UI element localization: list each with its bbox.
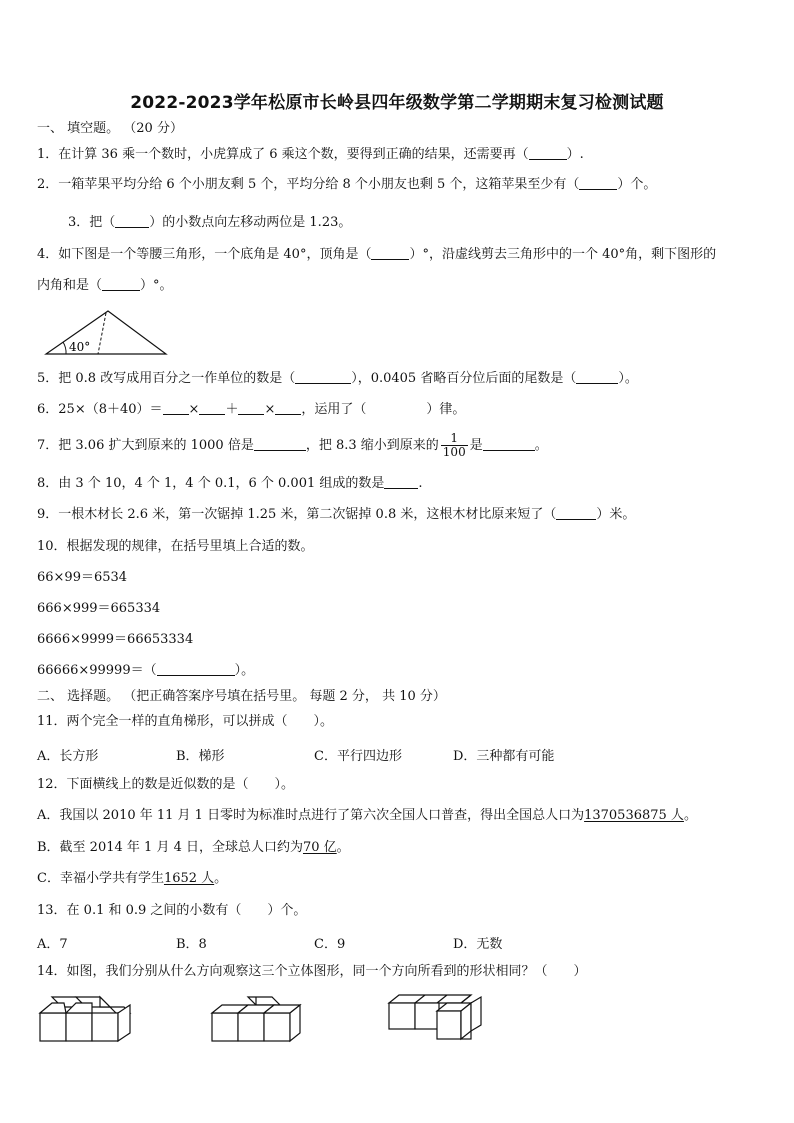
question-9 xyxy=(37,506,635,524)
q4-text-c: 内角和是（ xyxy=(37,278,103,293)
q6-blank-4 xyxy=(275,401,301,415)
question-11: 11．两个完全一样的直角梯形，可以拼成（ ）。 xyxy=(37,714,334,729)
q11-option-c: C．平行四边形 xyxy=(314,749,402,764)
q10-equation-2: 666×999＝665334 xyxy=(37,601,161,616)
q12-c-text: C．幸福小学共有学生 xyxy=(37,871,164,886)
q7-text-b: ，把 8.3 缩小到原来的 xyxy=(305,438,439,453)
q12-option-c xyxy=(37,870,227,888)
triangle-angle-label: 40° xyxy=(69,340,91,354)
q5-blank-2 xyxy=(576,370,618,384)
q5-text-a: 5．把 0.8 改写成用百分之一作单位的数是（ xyxy=(37,371,296,386)
isosceles-triangle-figure xyxy=(42,308,172,360)
q11-option-d: D．三种都有可能 xyxy=(453,749,555,764)
q3-tail: ）的小数点向左移动两位是 1.23。 xyxy=(149,215,352,230)
q6-text-a: 6．25×（8＋40）＝ xyxy=(37,402,163,417)
question-2 xyxy=(37,176,656,194)
q8-text-a: 8．由 3 个 10，4 个 1，4 个 0.1，6 个 0.001 组成的数是 xyxy=(37,476,385,491)
q9-blank xyxy=(556,506,596,520)
question-14: 14．如图，我们分别从什么方向观察这三个立体图形，同一个方向所看到的形状相同？（ ） xyxy=(37,964,587,979)
question-7 xyxy=(37,428,548,464)
q6-times-2: × xyxy=(264,402,276,417)
q11-option-a: A．长方形 xyxy=(37,749,99,764)
q10-blank xyxy=(157,662,235,676)
q10-equation-3: 6666×9999＝66653334 xyxy=(37,632,194,647)
q2-text: 2．一箱苹果平均分给 6 个小朋友剩 5 个，平均分给 8 个小朋友也剩 5 个，这箱苹果至少有（ xyxy=(37,177,580,192)
q6-times-1: × xyxy=(188,402,200,417)
q12-b-underlined: 70 亿 xyxy=(302,840,337,855)
q6-blank-1 xyxy=(163,401,189,415)
q7-blank-1 xyxy=(254,437,306,451)
q12-b-end: 。 xyxy=(336,840,350,855)
cube-figure-1 xyxy=(38,995,138,1045)
q1-text: 1．在计算 36 乘一个数时，小虎算成了 6 乘这个数，要得到正确的结果，还需要再（ xyxy=(37,147,529,162)
q7-text-a: 7．把 3.06 扩大到原来的 1000 倍是 xyxy=(37,438,254,453)
q12-c-underlined: 1652 人 xyxy=(163,871,215,886)
fraction-one-hundredth xyxy=(441,432,468,459)
q13-option-c: C．9 xyxy=(314,937,346,952)
fraction-denominator: 100 xyxy=(442,445,466,459)
question-8 xyxy=(37,475,423,493)
cube-figure-3 xyxy=(387,993,497,1043)
q4-blank-1 xyxy=(371,246,409,260)
question-10: 10．根据发现的规律，在括号里填上合适的数。 xyxy=(37,539,314,554)
q12-a-underlined: 1370536875 人 xyxy=(584,808,684,823)
q9-text-b: ）米。 xyxy=(596,507,636,522)
question-4-line-1 xyxy=(37,246,716,264)
q11-option-b: B．梯形 xyxy=(176,749,225,764)
q8-text-b: . xyxy=(418,476,423,491)
q6-text-c: ）律。 xyxy=(426,402,466,417)
q5-blank-1 xyxy=(295,370,351,384)
q12-a-end: 。 xyxy=(683,808,697,823)
q6-plus: ＋ xyxy=(225,402,239,417)
q10-equation-1: 66×99＝6534 xyxy=(37,570,128,585)
question-5 xyxy=(37,370,638,388)
q1-tail: ）. xyxy=(566,147,584,162)
page-title: 2022-2023学年松原市长岭县四年级数学第二学期期末复习检测试题 xyxy=(130,93,664,113)
q2-blank xyxy=(579,176,617,190)
section-2-header: 二、 选择题。 （把正确答案序号填在括号里。 每题 2 分， 共 10 分） xyxy=(37,689,446,704)
q7-text-c: 是 xyxy=(469,438,483,453)
cube-figure-2 xyxy=(210,995,310,1045)
question-12: 12．下面横线上的数是近似数的是（ ）。 xyxy=(37,777,295,792)
q4-text-b: ）°，沿虚线剪去三角形中的一个 40°角，剩下图形的 xyxy=(409,247,717,262)
question-3 xyxy=(68,214,351,232)
q12-a-text: A．我国以 2010 年 11 月 1 日零时为标准时点进行了第六次全国人口普查，得出全国总人口为 xyxy=(37,808,585,823)
q6-blank-3 xyxy=(238,401,264,415)
q7-text-d: 。 xyxy=(534,438,548,453)
q10-eq4-text-a: 66666×99999＝（ xyxy=(37,663,157,678)
q4-blank-2 xyxy=(102,277,140,291)
question-13: 13．在 0.1 和 0.9 之间的小数有（ ）个。 xyxy=(37,903,307,918)
q7-blank-2 xyxy=(483,437,535,451)
q12-option-b xyxy=(37,839,350,857)
q10-eq4-text-b: ）。 xyxy=(234,663,255,678)
q12-b-text: B．截至 2014 年 1 月 4 日，全球总人口约为 xyxy=(37,840,303,855)
q3-blank xyxy=(115,214,149,228)
q9-text-a: 9．一根木材长 2.6 米，第一次锯掉 1.25 米，第二次锯掉 0.8 米，这根木材比原来短了（ xyxy=(37,507,557,522)
q5-text-b: ），0.0405 省略百分位后面的尾数是（ xyxy=(351,371,577,386)
question-1 xyxy=(37,146,584,164)
q8-blank xyxy=(384,475,418,489)
question-4-line-2 xyxy=(37,277,173,295)
q6-blank-2 xyxy=(199,401,225,415)
q12-c-end: 。 xyxy=(214,871,228,886)
q10-equation-4 xyxy=(37,662,254,680)
q13-option-b: B．8 xyxy=(176,937,207,952)
q13-option-d: D．无数 xyxy=(453,937,503,952)
q2-tail: ）个。 xyxy=(617,177,657,192)
q1-blank xyxy=(529,146,567,160)
q12-option-a xyxy=(37,807,697,825)
q13-option-a: A．7 xyxy=(37,937,68,952)
fraction-numerator: 1 xyxy=(441,432,468,446)
q4-text-a: 4．如下图是一个等腰三角形，一个底角是 40°，顶角是（ xyxy=(37,247,372,262)
section-1-header: 一、 填空题。 （20 分） xyxy=(37,121,183,136)
q4-text-d: ）°。 xyxy=(140,278,173,293)
q5-text-c: ）。 xyxy=(618,371,638,386)
question-6 xyxy=(37,401,465,419)
q6-text-b: ，运用了（ xyxy=(301,402,367,417)
q3-text: 3．把（ xyxy=(68,215,116,230)
